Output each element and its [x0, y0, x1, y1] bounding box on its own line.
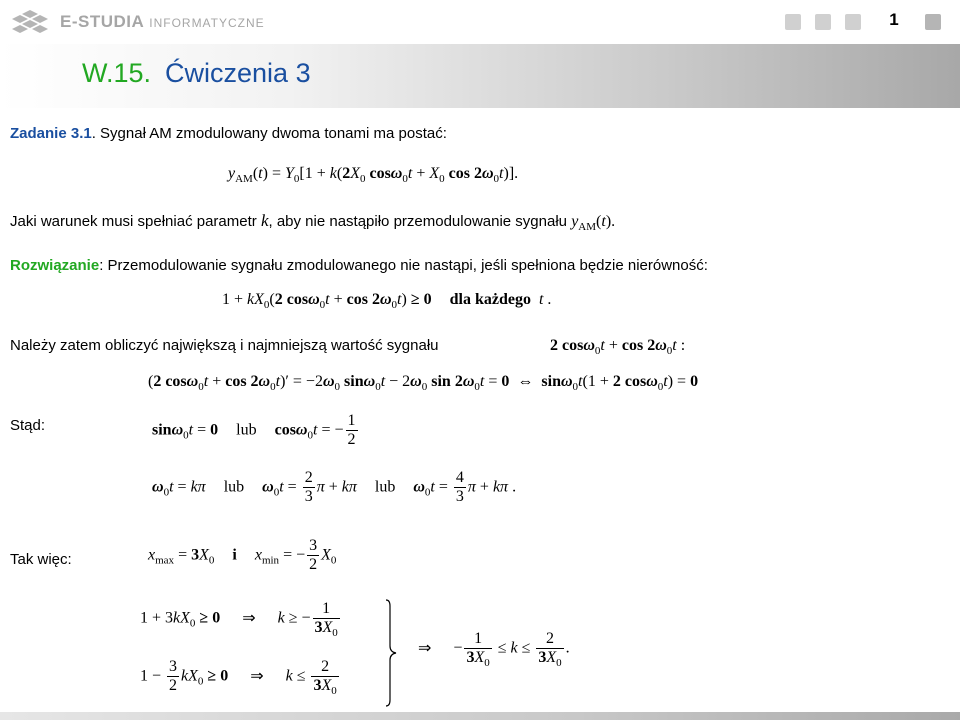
formula-condition-2: 1 − $\frac{3}{2}$ $kX_0 \ge 0$ ⇒ k ≤ $\frac{2}{3X_0}$: [140, 658, 337, 698]
question-var: k: [260, 211, 269, 230]
logo: [8, 4, 265, 40]
rozwiazanie-paragraph: [10, 257, 708, 274]
logo-icon: [8, 5, 52, 39]
header-square-3: [845, 14, 861, 30]
logo-text-big: E-STUDIA: [60, 12, 145, 31]
formula-max-min: $x_{max} = 3X_0$ i $x_{min}$ = − $\frac{3}{2}$ $X_0$: [148, 537, 337, 574]
page-title: [82, 58, 311, 89]
formula-sin-cos: sinω$_0$t = 0 lub cosω$_0$t = − $\frac{1}{2}$: [152, 412, 356, 449]
right-brace: [384, 598, 400, 708]
formula-derivative: (2 $\cos\omega_0t + \cos 2\omega_0t)' = -2\omega_0$ $\sin\omega_0t - 2\omega_0$ $\sin 2\omega_0t = 0$ ⇔ sinω$_0$t(1 + 2 cosω$_0$t) = 0: [148, 373, 699, 393]
rozwiazanie-label: Rozwiązanie: [10, 257, 100, 274]
question-paragraph: [10, 211, 615, 231]
nalezy-text: Należy zatem obliczyć największą i najmniejszą wartość sygnału: [10, 337, 439, 354]
title-number: W.15.: [82, 58, 152, 88]
bottom-band: [0, 712, 960, 720]
question-signal: $y_{AM}(t)$.: [571, 213, 616, 233]
zadanie-text: . Sygnał AM zmodulowany dwoma tonami ma postać:: [91, 125, 447, 142]
header-square-1: [785, 14, 801, 30]
header-square-4: [925, 14, 941, 30]
tak-wiec-label: Tak więc:: [10, 551, 72, 568]
logo-text: [60, 12, 265, 32]
formula-result: ⇒ − $\frac{1}{3X_0}$ ≤ k ≤ $\frac{2}{3X_0}$ .: [418, 630, 570, 670]
question-text-after: , aby nie nastąpiło przemodulowanie sygnału: [268, 213, 572, 230]
rozwiazanie-text: : Przemodulowanie sygnału zmodulowanego nie nastąpi, jeśli spełniona będzie nierówność:: [99, 257, 708, 274]
page-number: 1: [889, 10, 899, 29]
formula-inequality: $1 + kX_0(2$ $\cos\omega_0t + \cos 2\omega_0t) \ge 0$ dla każdego t .: [222, 291, 552, 311]
formula-condition-1: $1 + 3kX_0 \ge 0$ ⇒ k ≥ − $\frac{1}{3X_0}$: [140, 600, 338, 640]
question-text-before: Jaki warunek musi spełniać parametr: [10, 213, 261, 230]
formula-signal-2: 2 $\cos\omega_0t + \cos 2\omega_0t$ :: [550, 337, 686, 357]
zadanie-paragraph: [10, 125, 447, 142]
header-square-2: [815, 14, 831, 30]
title-text: Ćwiczenia 3: [165, 58, 311, 88]
formula-solutions: $\omega_0t = k\pi$ lub $\omega_0t$ = $\frac{2}{3}$ π + kπ lub $\omega_0t$ = $\frac{4}{3}$ π + kπ .: [152, 469, 517, 506]
nalezy-paragraph: [10, 337, 439, 354]
stad-label: Stąd:: [10, 417, 46, 434]
logo-text-small: INFORMATYCZNE: [149, 16, 265, 30]
zadanie-label: Zadanie 3.1: [10, 125, 92, 142]
formula-am-signal: $y_{AM}(t) = Y_0[1 + k(2X_0$ $\cos\omega_0t + X_0$ $\cos 2\omega_0t$)].: [228, 165, 519, 185]
